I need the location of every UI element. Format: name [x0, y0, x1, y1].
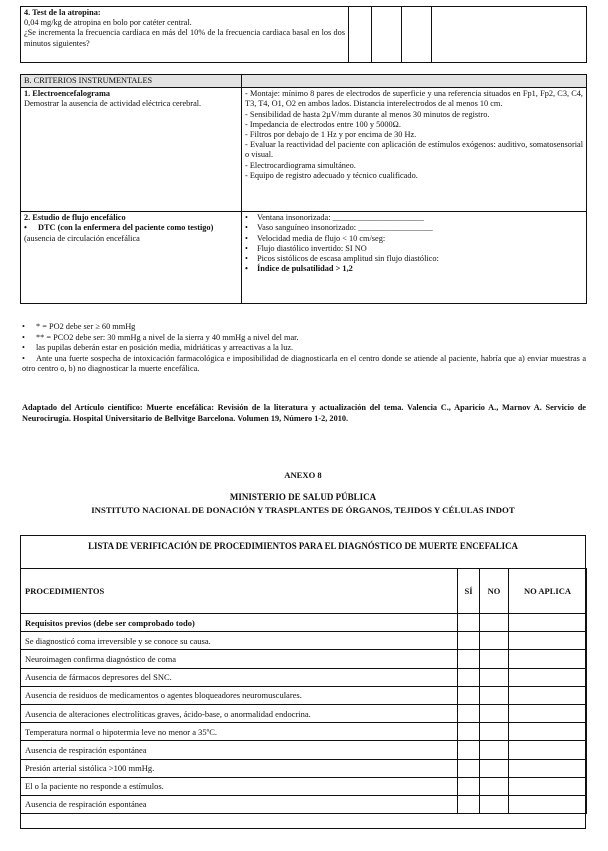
- note-text: Ante una fuerte sospecha de intoxicación farmacológica e imposibilidad de diagnosticarla en el centro donde se atiende al paciente, habría que a) enviar muestras a otro centro o, b) no diagnosticar la muerte encefálica.: [22, 353, 586, 373]
- eeg-cell: [21, 88, 242, 212]
- list-item: • Ventana insonorizada: ______________________: [245, 213, 583, 223]
- list-item: - Montaje: mínimo 8 pares de electrodos de superficie y una referencia situados en Fp1, Fp2, C3, C4, T3, T4, O1, O2 en ambos lados. Distancia interelectrodos de al menos 10 cm.: [245, 89, 583, 109]
- list-item: - Sensibilidad de hasta 2µV/mm durante al menos 30 minutos de registro.: [245, 110, 583, 120]
- atropine-test-table: [20, 6, 587, 63]
- header-procedures: PROCEDIMIENTOS: [21, 569, 458, 614]
- check-cell[interactable]: [458, 668, 480, 686]
- institute-name: INSTITUTO NACIONAL DE DONACIÓN Y TRASPLANTES DE ÓRGANOS, TEJIDOS Y CÉLULAS INDOT: [91, 505, 515, 515]
- check-cell[interactable]: [458, 704, 480, 722]
- list-item: • Flujo diastólico invertido: SI NO: [245, 244, 583, 254]
- note-item: • * = PO2 debe ser ≥ 60 mmHg: [22, 322, 136, 331]
- check-cell[interactable]: [509, 650, 587, 668]
- list-item: - Evaluar la reactividad del paciente con aplicación de estímulos exógenos: auditivo, somatosensorial o visual.: [245, 140, 583, 160]
- procedure-row: Presión arterial sistólica >100 mmHg.: [21, 759, 458, 777]
- procedure-row: Temperatura normal o hipotermia leve no menor a 35ºC.: [21, 723, 458, 741]
- list-item: • Vaso sanguíneo insonorizado: __________________: [245, 223, 583, 233]
- list-item: • Índice de pulsatilidad > 1,2: [245, 264, 583, 274]
- check-cell[interactable]: [480, 795, 509, 813]
- check-cell[interactable]: [458, 759, 480, 777]
- prerequisites-label: Requisitos previos (debe ser comprobado todo): [21, 614, 458, 632]
- eeg-title: 1. Electroencefalograma: [24, 89, 111, 99]
- procedure-row: Ausencia de respiración espontánea: [21, 795, 458, 813]
- ministry-name: MINISTERIO DE SALUD PÚBLICA: [229, 492, 377, 502]
- note-item: • las pupilas deberán estar en posición media, midriáticas y arreactivas a la luz.: [22, 343, 294, 352]
- list-item: • Picos sistólicos de escasa amplitud sin flujo diastólico:: [245, 254, 583, 264]
- instrumental-criteria-table: [20, 74, 587, 304]
- note-text: las pupilas deberán estar en posición media, midriáticas y arreactivas a la luz.: [36, 343, 294, 352]
- flow-study-list: [245, 213, 583, 274]
- check-cell[interactable]: [509, 632, 587, 650]
- procedure-row: Ausencia de alteraciones electrolíticas graves, ácido-base, o anormalidad endocrina.: [21, 704, 458, 722]
- section-b-header: B. CRITERIOS INSTRUMENTALES: [21, 75, 242, 88]
- checklist-title: LISTA DE VERIFICACIÓN DE PROCEDIMIENTOS PARA EL DIAGNÓSTICO DE MUERTE ENCEFALICA: [88, 541, 518, 551]
- check-cell[interactable]: [509, 686, 587, 704]
- header-not-applicable: NO APLICA: [509, 569, 587, 614]
- check-cell[interactable]: [349, 7, 372, 63]
- check-cell[interactable]: [509, 668, 587, 686]
- check-cell[interactable]: [480, 759, 509, 777]
- check-cell[interactable]: [458, 723, 480, 741]
- check-cell[interactable]: [480, 686, 509, 704]
- list-item: - Filtros por debajo de 1 Hz y por encima de 30 Hz.: [245, 130, 583, 140]
- note-text: * = PO2 debe ser ≥ 60 mmHg: [36, 322, 136, 331]
- check-cell[interactable]: [480, 614, 509, 632]
- atropine-test-cell: [21, 7, 349, 63]
- note-item: • Ante una fuerte sospecha de intoxicación farmacológica e imposibilidad de diagnosticarla en el centro donde se atiende al paciente, habría que a) enviar muestras a otro centro o, b) no diagnosticar la muerte encefálica.: [22, 353, 586, 373]
- atropine-test-title: 4. Test de la atropina:: [24, 8, 101, 17]
- check-cell[interactable]: [480, 777, 509, 795]
- source-citation: Adaptado del Artículo científico: Muerte encefálica: Revisión de la literatura y actualización del tema. Valencia C., Aparicio A., Marnov A. Servicio de Neurocirugía. Hospital Universitario de Bellvitge Barcelona. Volumen 19, Número 1-2, 2010.: [22, 403, 586, 423]
- notes-list: [22, 322, 586, 375]
- note-item: • ** = PCO2 debe ser: 30 mmHg a nivel de la sierra y 40 mmHg a nivel del mar.: [22, 332, 299, 342]
- check-cell[interactable]: [458, 795, 480, 813]
- check-cell[interactable]: [402, 7, 432, 63]
- check-cell[interactable]: [509, 741, 587, 759]
- check-cell[interactable]: [509, 704, 587, 722]
- procedure-row: Neuroimagen confirma diagnóstico de coma: [21, 650, 458, 668]
- eeg-description: Demostrar la ausencia de actividad eléctrica cerebral.: [24, 99, 202, 109]
- check-cell[interactable]: [509, 795, 587, 813]
- check-cell[interactable]: [480, 650, 509, 668]
- check-cell[interactable]: [480, 723, 509, 741]
- check-cell[interactable]: [458, 741, 480, 759]
- atropine-test-line: 0,04 mg/kg de atropina en bolo por catéter central.: [24, 18, 192, 28]
- procedure-row: Ausencia de fármacos depresores del SNC.: [21, 668, 458, 686]
- check-cell[interactable]: [432, 7, 587, 63]
- check-cell[interactable]: [480, 668, 509, 686]
- check-cell[interactable]: [458, 614, 480, 632]
- eeg-requirements-cell: [242, 88, 587, 212]
- check-cell[interactable]: [458, 650, 480, 668]
- flow-study-title: 2. Estudio de flujo encefálico: [24, 213, 126, 223]
- procedure-row: Ausencia de residuos de medicamentos o agentes bloqueadores neuromusculares.: [21, 686, 458, 704]
- header-no: NO: [480, 569, 509, 614]
- list-item: - Impedancia de electrodos entre 100 y 5000Ω.: [245, 120, 583, 130]
- check-cell[interactable]: [458, 686, 480, 704]
- flow-study-items-cell: [242, 212, 587, 304]
- annex-title: ANEXO 8: [284, 470, 322, 480]
- checklist-table: [20, 568, 587, 814]
- eeg-requirements-list: [245, 89, 583, 181]
- flow-study-cell: [21, 212, 242, 304]
- check-cell[interactable]: [458, 632, 480, 650]
- procedure-row: El o la paciente no responde a estímulos.: [21, 777, 458, 795]
- note-text: ** = PCO2 debe ser: 30 mmHg a nivel de la sierra y 40 mmHg a nivel del mar.: [36, 332, 299, 342]
- header-yes: SÍ: [458, 569, 480, 614]
- procedure-row: Ausencia de respiración espontánea: [21, 741, 458, 759]
- flow-study-description: (ausencia de circulación encefálica: [24, 233, 140, 243]
- check-cell[interactable]: [480, 704, 509, 722]
- check-cell[interactable]: [480, 741, 509, 759]
- section-b-header-blank: [242, 75, 587, 88]
- check-cell[interactable]: [509, 723, 587, 741]
- list-item: • Velocidad media de flujo < 10 cm/seg:: [245, 234, 583, 244]
- atropine-test-question: ¿Se incrementa la frecuencia cardiaca en más del 10% de la frecuencia cardiaca basal en los dos minutos siguientes?: [24, 28, 345, 48]
- dtc-label: • DTC (con la enfermera del paciente como testigo): [24, 223, 214, 233]
- check-cell[interactable]: [509, 614, 587, 632]
- check-cell[interactable]: [480, 632, 509, 650]
- procedure-row: Se diagnosticó coma irreversible y se conoce su causa.: [21, 632, 458, 650]
- check-cell[interactable]: [458, 777, 480, 795]
- list-item: - Equipo de registro adecuado y técnico cualificado.: [245, 171, 583, 181]
- check-cell[interactable]: [509, 777, 587, 795]
- list-item: - Electrocardiograma simultáneo.: [245, 161, 583, 171]
- check-cell[interactable]: [372, 7, 402, 63]
- dtc-text: DTC (con la enfermera del paciente como testigo): [38, 223, 214, 233]
- check-cell[interactable]: [509, 759, 587, 777]
